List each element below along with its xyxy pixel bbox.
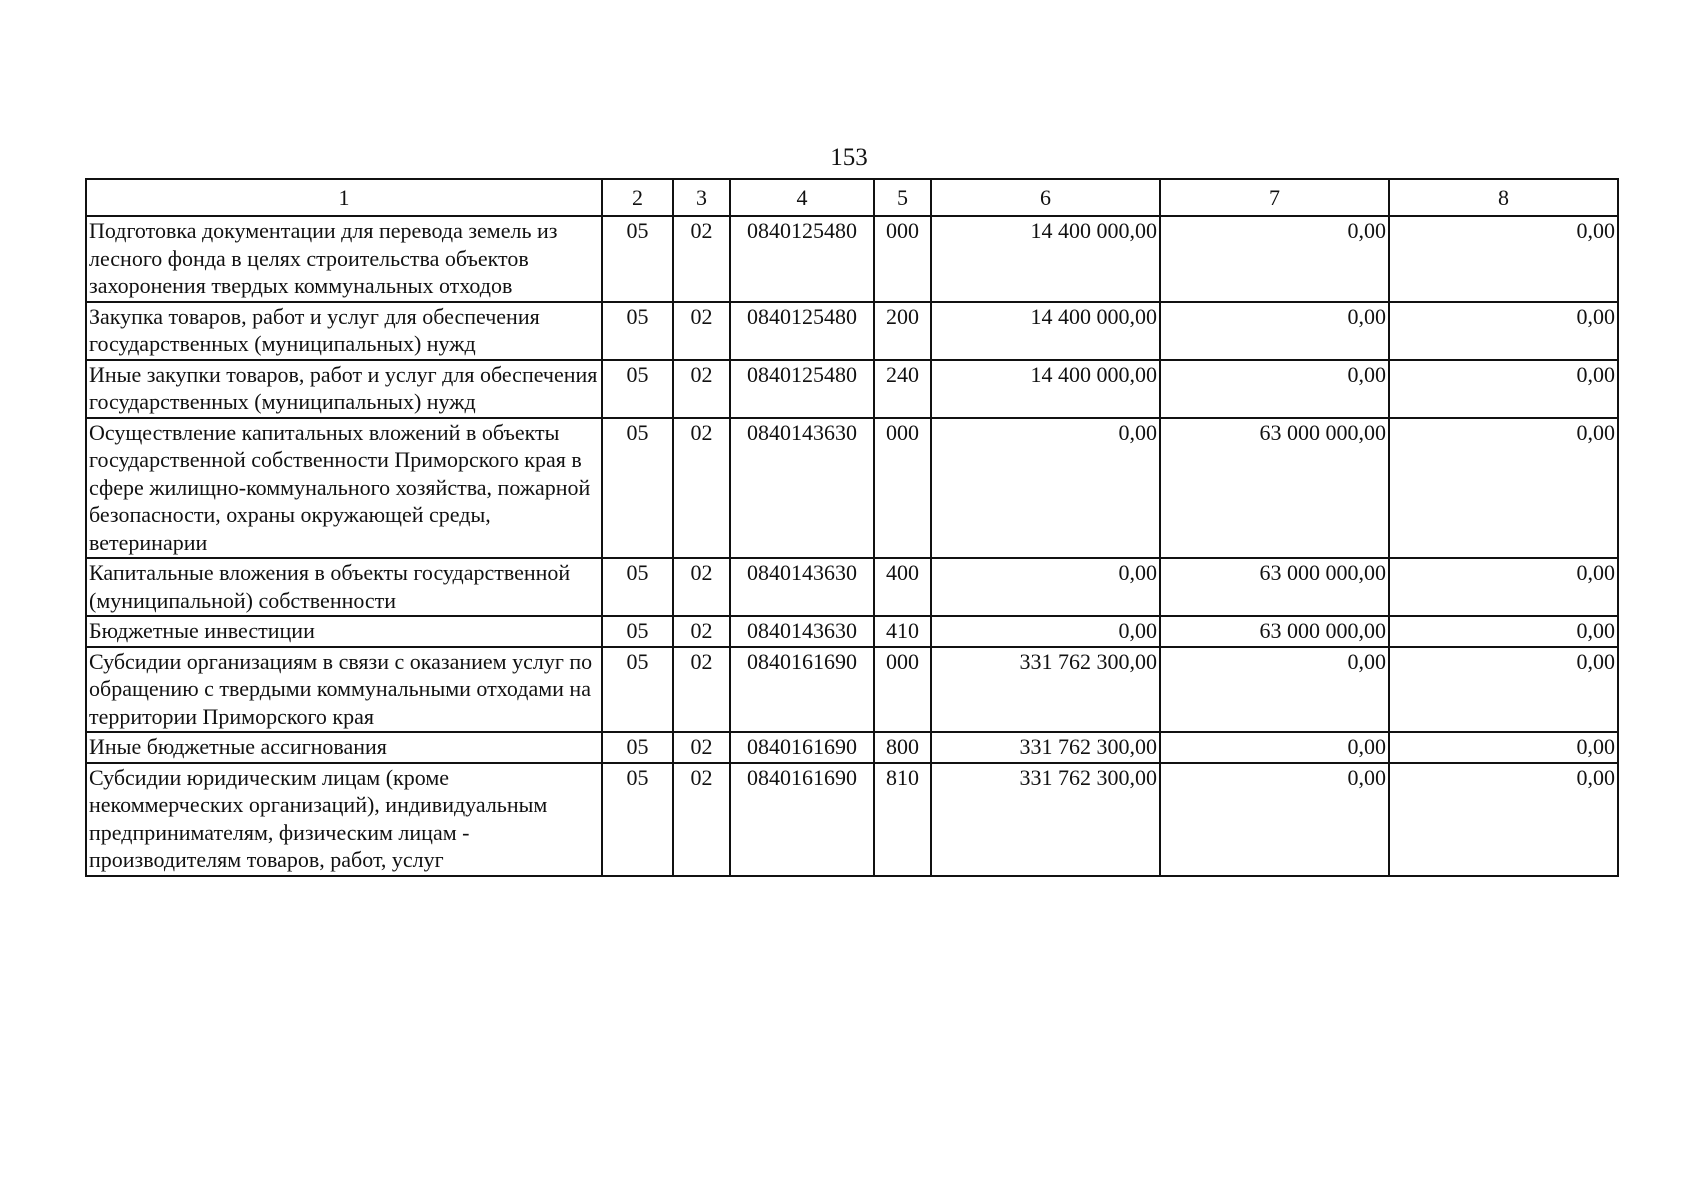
amount-col-7: 63 000 000,00 — [1160, 616, 1389, 647]
subsection-code: 02 — [673, 418, 730, 559]
column-header-2: 2 — [602, 179, 673, 216]
target-article-code: 0840161690 — [730, 647, 874, 733]
row-name: Бюджетные инвестиции — [86, 616, 602, 647]
amount-col-7: 0,00 — [1160, 216, 1389, 302]
amount-col-7: 0,00 — [1160, 360, 1389, 418]
section-code: 05 — [602, 647, 673, 733]
expense-type-code: 000 — [874, 647, 931, 733]
amount-col-6: 0,00 — [931, 616, 1160, 647]
amount-col-7: 0,00 — [1160, 763, 1389, 876]
expense-type-code: 000 — [874, 418, 931, 559]
expense-type-code: 400 — [874, 558, 931, 616]
amount-col-7: 0,00 — [1160, 732, 1389, 763]
section-code: 05 — [602, 732, 673, 763]
target-article-code: 0840161690 — [730, 732, 874, 763]
expense-type-code: 800 — [874, 732, 931, 763]
header-row — [86, 179, 1618, 216]
subsection-code: 02 — [673, 558, 730, 616]
amount-col-8: 0,00 — [1389, 216, 1618, 302]
target-article-code: 0840125480 — [730, 216, 874, 302]
amount-col-6: 0,00 — [931, 418, 1160, 559]
subsection-code: 02 — [673, 302, 730, 360]
expense-type-code: 240 — [874, 360, 931, 418]
column-header-3: 3 — [673, 179, 730, 216]
section-code: 05 — [602, 216, 673, 302]
section-code: 05 — [602, 360, 673, 418]
table-row — [86, 732, 1618, 763]
section-code: 05 — [602, 763, 673, 876]
target-article-code: 0840125480 — [730, 302, 874, 360]
target-article-code: 0840161690 — [730, 763, 874, 876]
budget-table — [85, 178, 1619, 877]
amount-col-8: 0,00 — [1389, 558, 1618, 616]
column-header-8: 8 — [1389, 179, 1618, 216]
column-header-7: 7 — [1160, 179, 1389, 216]
row-name: Капитальные вложения в объекты государственной (муниципальной) собственности — [86, 558, 602, 616]
amount-col-6: 331 762 300,00 — [931, 732, 1160, 763]
amount-col-6: 14 400 000,00 — [931, 302, 1160, 360]
section-code: 05 — [602, 302, 673, 360]
column-header-4: 4 — [730, 179, 874, 216]
table-row — [86, 647, 1618, 733]
expense-type-code: 410 — [874, 616, 931, 647]
column-header-5: 5 — [874, 179, 931, 216]
subsection-code: 02 — [673, 763, 730, 876]
amount-col-6: 0,00 — [931, 558, 1160, 616]
subsection-code: 02 — [673, 647, 730, 733]
table-row — [86, 360, 1618, 418]
row-name: Субсидии организациям в связи с оказанием услуг по обращению с твердыми коммунальными отходами на территории Приморского края — [86, 647, 602, 733]
amount-col-6: 14 400 000,00 — [931, 216, 1160, 302]
section-code: 05 — [602, 616, 673, 647]
subsection-code: 02 — [673, 616, 730, 647]
expense-type-code: 200 — [874, 302, 931, 360]
expense-type-code: 000 — [874, 216, 931, 302]
subsection-code: 02 — [673, 360, 730, 418]
row-name: Закупка товаров, работ и услуг для обеспечения государственных (муниципальных) нужд — [86, 302, 602, 360]
table-row — [86, 558, 1618, 616]
amount-col-7: 0,00 — [1160, 302, 1389, 360]
amount-col-6: 14 400 000,00 — [931, 360, 1160, 418]
column-header-6: 6 — [931, 179, 1160, 216]
amount-col-7: 63 000 000,00 — [1160, 558, 1389, 616]
amount-col-8: 0,00 — [1389, 732, 1618, 763]
table-row — [86, 302, 1618, 360]
amount-col-8: 0,00 — [1389, 302, 1618, 360]
amount-col-6: 331 762 300,00 — [931, 763, 1160, 876]
amount-col-8: 0,00 — [1389, 418, 1618, 559]
table-row — [86, 763, 1618, 876]
row-name: Иные бюджетные ассигнования — [86, 732, 602, 763]
amount-col-8: 0,00 — [1389, 616, 1618, 647]
expense-type-code: 810 — [874, 763, 931, 876]
amount-col-8: 0,00 — [1389, 360, 1618, 418]
target-article-code: 0840143630 — [730, 616, 874, 647]
row-name: Иные закупки товаров, работ и услуг для обеспечения государственных (муниципальных) нужд — [86, 360, 602, 418]
target-article-code: 0840143630 — [730, 558, 874, 616]
subsection-code: 02 — [673, 216, 730, 302]
amount-col-8: 0,00 — [1389, 647, 1618, 733]
amount-col-7: 0,00 — [1160, 647, 1389, 733]
subsection-code: 02 — [673, 732, 730, 763]
table-row — [86, 418, 1618, 559]
section-code: 05 — [602, 558, 673, 616]
column-header-1: 1 — [86, 179, 602, 216]
table-row — [86, 216, 1618, 302]
row-name: Субсидии юридическим лицам (кроме некоммерческих организаций), индивидуальным предпринимателям, физическим лицам - производителям товаров, работ, услуг — [86, 763, 602, 876]
row-name: Осуществление капитальных вложений в объекты государственной собственности Приморского края в сфере жилищно-коммунального хозяйства, пожарной безопасности, охраны окружающей среды, ветеринарии — [86, 418, 602, 559]
target-article-code: 0840125480 — [730, 360, 874, 418]
amount-col-8: 0,00 — [1389, 763, 1618, 876]
row-name: Подготовка документации для перевода земель из лесного фонда в целях строительства объектов захоронения твердых коммунальных отходов — [86, 216, 602, 302]
section-code: 05 — [602, 418, 673, 559]
amount-col-7: 63 000 000,00 — [1160, 418, 1389, 559]
amount-col-6: 331 762 300,00 — [931, 647, 1160, 733]
table-row — [86, 616, 1618, 647]
target-article-code: 0840143630 — [730, 418, 874, 559]
page-number: 153 — [830, 144, 868, 171]
